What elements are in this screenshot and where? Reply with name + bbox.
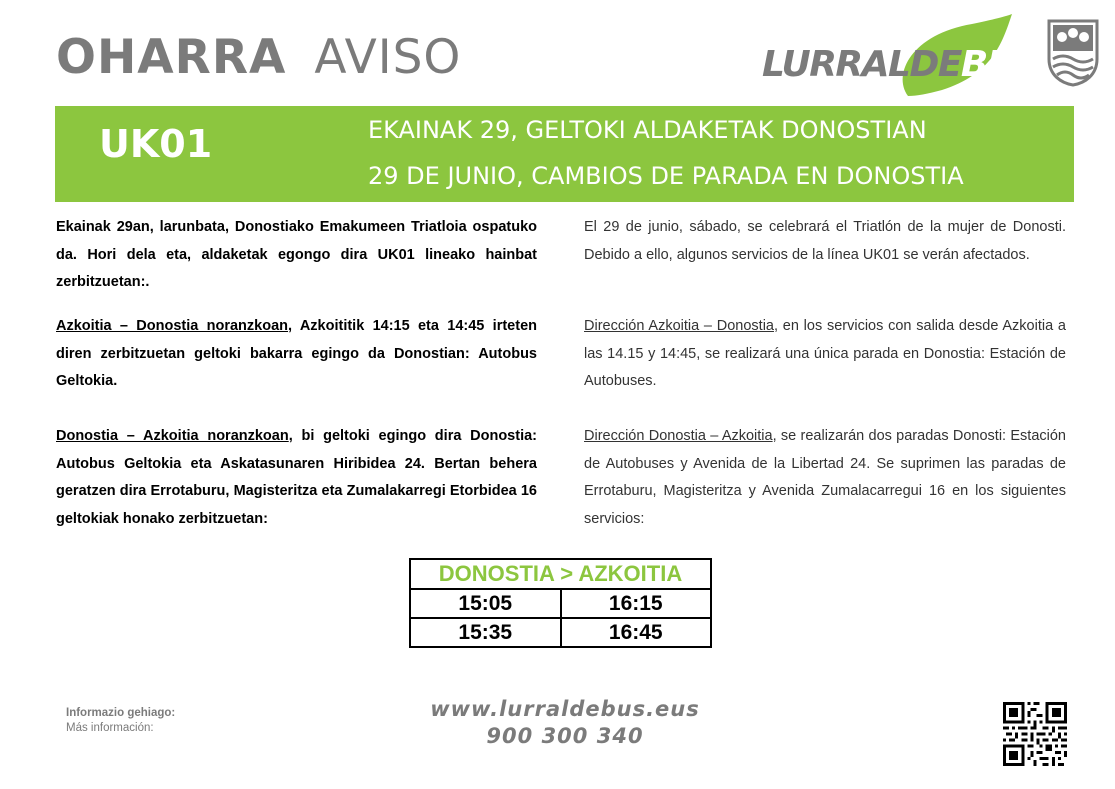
more-info — [66, 706, 175, 736]
schedule-time: 16:45 — [561, 618, 712, 647]
table-row — [410, 589, 711, 618]
title-basque: OHARRA — [56, 30, 287, 85]
schedule-time: 16:15 — [561, 589, 712, 618]
schedule-table — [409, 558, 712, 648]
schedule-header: DONOSTIA > AZKOITIA — [410, 559, 711, 589]
schedule-time: 15:35 — [410, 618, 561, 647]
line-code: UK01 — [99, 122, 213, 166]
basque-direction-1 — [56, 313, 537, 396]
contact-info — [400, 696, 730, 750]
basque-intro — [56, 214, 537, 297]
title-spanish: AVISO — [314, 30, 462, 85]
basque-intro-text: Ekainak 29an, larunbata, Donostiako Emakumeen Triatloia ospatuko da. Hori dela eta, aldaketak egongo dira UK01 lineako hainbat zerbitzuetan:. — [56, 219, 537, 290]
gipuzkoa-crest-icon — [1047, 19, 1099, 87]
qr-code-icon — [1003, 702, 1067, 766]
basque-dir2-text: , bi geltoki egingo dira Donostia: Autobus Geltokia eta Askatasunaren Hiribidea 24. Bertan behera geratzen dira Errotaburu, Magisteritza eta Zumalakarregi Etorbidea 16 geltokiak honako zerbitzuetan: — [56, 428, 537, 527]
basque-dir1-text: , Azkoititik 14:15 eta 14:45 irteten diren zerbitzuetan geltoki bakarra egingo da Donostian: Autobus Geltokia. — [56, 318, 537, 389]
spanish-dir1-label: Dirección Azkoitia – Donostia — [584, 318, 774, 334]
route-banner — [55, 106, 1074, 202]
website-link[interactable]: www.lurraldebus.eus — [430, 697, 700, 721]
phone-number[interactable]: 900 300 340 — [486, 724, 644, 748]
more-info-basque: Informazio gehiago: — [66, 707, 176, 719]
spanish-intro-text: El 29 de junio, sábado, se celebrará el Triatlón de la mujer de Donosti. Debido a ello, algunos servicios de la línea UK01 se verán afectados. — [584, 219, 1066, 263]
spanish-dir2-text: , se realizarán dos paradas Donosti: Estación de Autobuses y Avenida de la Libertad 24. Se suprimen las paradas de Errotaburu, Magisteritza y Avenida Zumalacarregui 16 en los siguientes servicios: — [584, 428, 1066, 527]
spanish-intro — [584, 214, 1066, 269]
schedule-time: 15:05 — [410, 589, 561, 618]
page-title — [56, 30, 461, 85]
spanish-direction-2 — [584, 423, 1066, 533]
table-row — [410, 618, 711, 647]
spanish-dir2-label: Dirección Donostia – Azkoitia — [584, 428, 773, 444]
logo-text-accent: BUS — [960, 44, 1040, 85]
more-info-spanish: Más información: — [66, 722, 154, 734]
headline-basque: EKAINAK 29, GELTOKI ALDAKETAK DONOSTIAN — [368, 116, 927, 144]
headline-spanish: 29 DE JUNIO, CAMBIOS DE PARADA EN DONOSTIA — [368, 162, 964, 190]
basque-dir1-label: Azkoitia – Donostia noranzkoan — [56, 318, 289, 334]
logo-wordmark — [762, 44, 1039, 85]
basque-dir2-label: Donostia – Azkoitia noranzkoan — [56, 428, 289, 444]
lurraldebus-logo — [762, 14, 1040, 96]
logo-text-main: LURRALDE — [762, 44, 961, 85]
spanish-direction-1 — [584, 313, 1066, 396]
spanish-dir1-text: , en los servicios con salida desde Azkoitia a las 14.15 y 14:45, se realizará una única parada en Donostia: Estación de Autobuses. — [584, 318, 1066, 389]
basque-direction-2 — [56, 423, 537, 533]
